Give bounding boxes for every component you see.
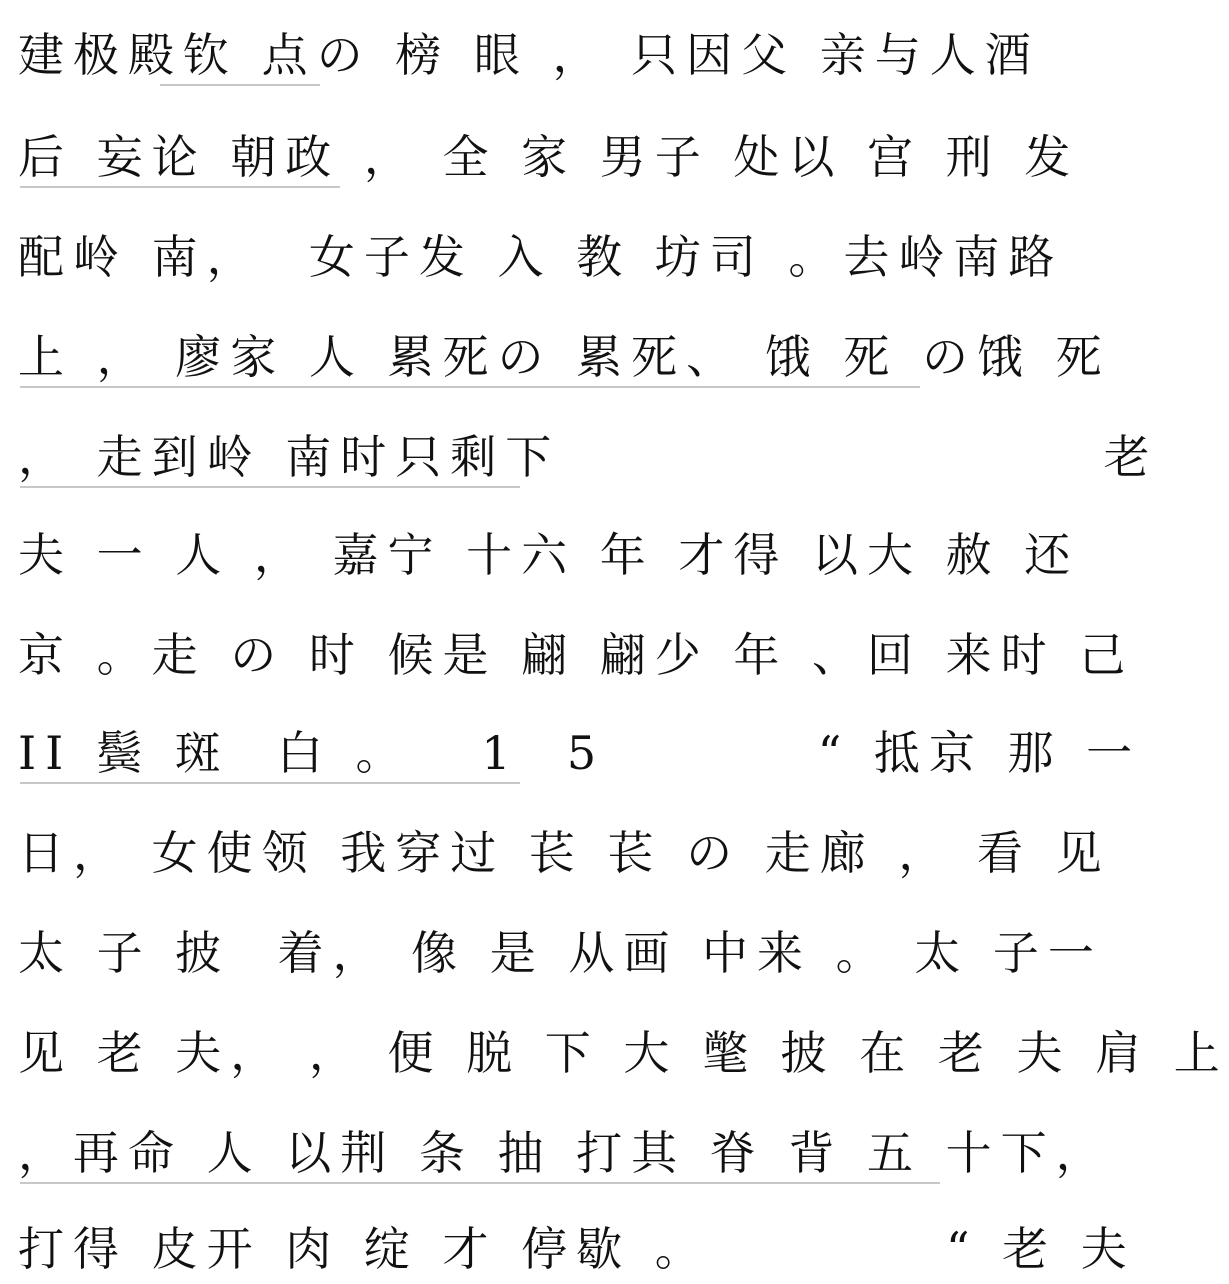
text-line: 建极殿钦 点の 榜 眼 ， 只因父 亲与人酒 — [18, 28, 1040, 82]
scan-noise — [160, 84, 320, 86]
text-line: 夫 一 人 ， 嘉宁 十六 年 才得 以大 赦 还 — [18, 528, 1080, 582]
text-line: 京 。走 の 时 候是 翩 翩少 年 、回 来时 己 — [18, 628, 1135, 682]
text-line: 打得 皮开 肉 绽 才 停歇 。 “ 老 夫 — [18, 1222, 1136, 1276]
text-line: 上 ， 廖家 人 累死の 累死、 饿 死 の饿 死 — [18, 330, 1111, 384]
scan-noise — [20, 782, 520, 784]
text-line: 太 子 披 着， 像 是 从画 中来 。 太 子一 — [18, 926, 1103, 980]
scan-noise — [20, 1182, 940, 1184]
text-line: ，再命 人 以荆 条 抽 打其 脊 背 五 十下， — [18, 1126, 1111, 1180]
text-line: 日， 女使领 我穿过 苌 苌 の 走廊 ， 看 见 — [18, 826, 1111, 880]
text-line: II 鬓 斑 白 。 1 5 “ 抵京 那 一 — [18, 726, 1142, 780]
text-line: 见 老 夫， ， 便 脱 下 大 氅 披 在 老 夫 肩 上 — [18, 1026, 1229, 1080]
scan-noise — [20, 486, 520, 488]
scan-noise — [20, 386, 920, 388]
text-line: 后 妄论 朝政 ， 全 家 男子 处以 宫 刑 发 — [18, 130, 1080, 184]
scan-noise — [20, 186, 340, 188]
text-line: ， 走到岭 南时只剩下 老 — [18, 430, 1159, 484]
text-line: 配岭 南， 女子发 入 教 坊司 。去岭南路 — [18, 230, 1064, 284]
